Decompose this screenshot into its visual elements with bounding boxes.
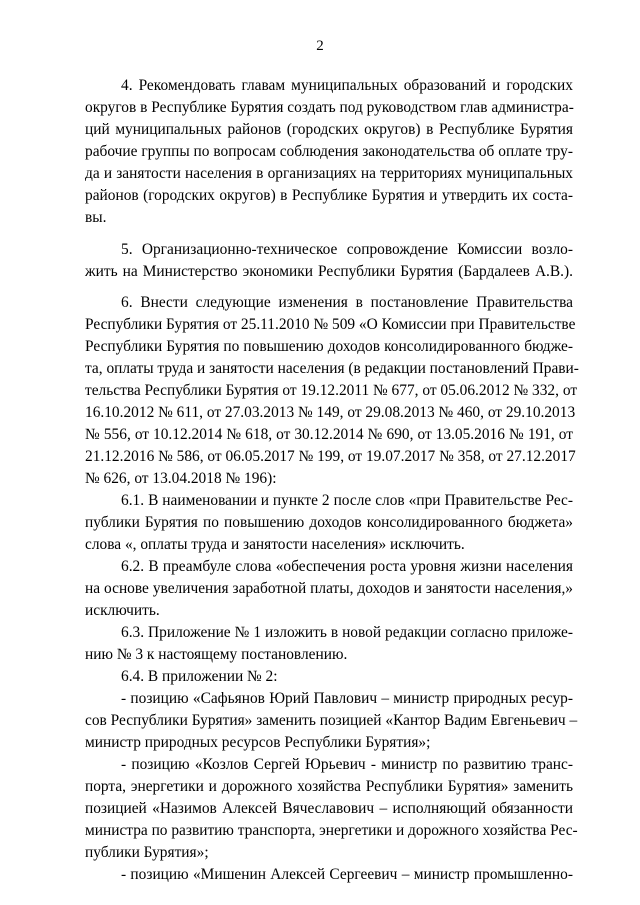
item-6-line: та, оплаты труда и занятости населения (в редакции постановлений Прави- <box>85 360 579 377</box>
item-4-line: ций муниципальных районов (городских округов) в Республике Бурятия <box>85 121 573 138</box>
item-6-2-line: исключить. <box>85 602 160 619</box>
item-6-1-line: публики Бурятия по повышению доходов консолидированного бюджета» <box>85 514 573 531</box>
item-4-line: да и занятости населения в организациях на территориях муниципальных <box>85 165 573 182</box>
item-4-line: районов (городских округов) в Республике Бурятия и утвердить их соста- <box>85 187 573 204</box>
item-6-line: тельства Республики Бурятия от 19.12.2011 № 677, от 05.06.2012 № 332, от <box>85 382 578 399</box>
item-6-4-b-line: министра по развитию транспорта, энергетики и дорожного хозяйства Рес- <box>85 822 578 839</box>
item-6-4-a-line: сов Республики Бурятия» заменить позицией «Кантор Вадим Евгеньевич – <box>85 712 578 729</box>
item-5-line: жить на Министерство экономики Республики Бурятия (Бардалеев А.В.). <box>85 263 573 280</box>
item-6-line: Республики Бурятия от 25.11.2010 № 509 «О Комиссии при Правительстве <box>85 316 576 333</box>
item-4-line: 4. Рекомендовать главам муниципальных образований и городских <box>121 77 573 94</box>
item-6-4-c-line: - позицию «Мишенин Алексей Сергеевич – министр промышленно- <box>121 866 573 883</box>
item-6-line: № 626, от 13.04.2018 № 196): <box>85 470 277 487</box>
item-6-4-b-line: - позицию «Козлов Сергей Юрьевич - министр по развитию транс- <box>121 756 573 773</box>
item-6-4-b-line: публики Бурятия»; <box>85 844 209 861</box>
item-5-line: 5. Организационно-техническое сопровождение Комиссии возло- <box>121 241 573 258</box>
item-6-line: Республики Бурятия по повышению доходов консолидированного бюдже- <box>85 338 573 355</box>
item-6-3-line: нию № 3 к настоящему постановлению. <box>85 646 348 663</box>
item-6-4-a-line: - позицию «Сафьянов Юрий Павлович – министр природных ресур- <box>121 690 573 707</box>
item-6-line: 21.12.2016 № 586, от 06.05.2017 № 199, от 19.07.2017 № 358, от 27.12.2017 <box>85 448 576 465</box>
item-6-4-b-line: позицией «Назимов Алексей Вячеславович – исполняющий обязанности <box>85 800 573 817</box>
item-4-line: рабочие группы по вопросам соблюдения законодательства об оплате тру- <box>85 143 573 160</box>
item-6-4-a-line: министр природных ресурсов Республики Бурятия»; <box>85 734 431 751</box>
item-6-2-line: 6.2. В преамбуле слова «обеспечения роста уровня жизни населения <box>121 558 573 575</box>
item-6-line: 16.10.2012 № 611, от 27.03.2013 № 149, от 29.08.2013 № 460, от 29.10.2013 <box>85 404 576 421</box>
item-6-line: 6. Внести следующие изменения в постановление Правительства <box>121 294 573 311</box>
item-6-1-line: 6.1. В наименовании и пункте 2 после слов «при Правительстве Рес- <box>121 492 573 509</box>
item-6-3-line: 6.3. Приложение № 1 изложить в новой редакции согласно приложе- <box>121 624 573 641</box>
page-number: 2 <box>316 38 324 54</box>
item-6-1-line: слова «, оплаты труда и занятости населения» исключить. <box>85 536 465 553</box>
item-6-line: № 556, от 10.12.2014 № 618, от 30.12.2014 № 690, от 13.05.2016 № 191, от <box>85 426 573 443</box>
item-4-line: округов в Республике Бурятия создать под руководством глав администра- <box>85 99 574 116</box>
item-6-4-line: 6.4. В приложении № 2: <box>121 668 278 685</box>
item-6-2-line: на основе увеличения заработной платы, доходов и занятости населения,» <box>85 580 573 597</box>
item-6-4-b-line: порта, энергетики и дорожного хозяйства Республики Бурятия» заменить <box>85 778 573 795</box>
item-4-line: вы. <box>85 209 107 226</box>
